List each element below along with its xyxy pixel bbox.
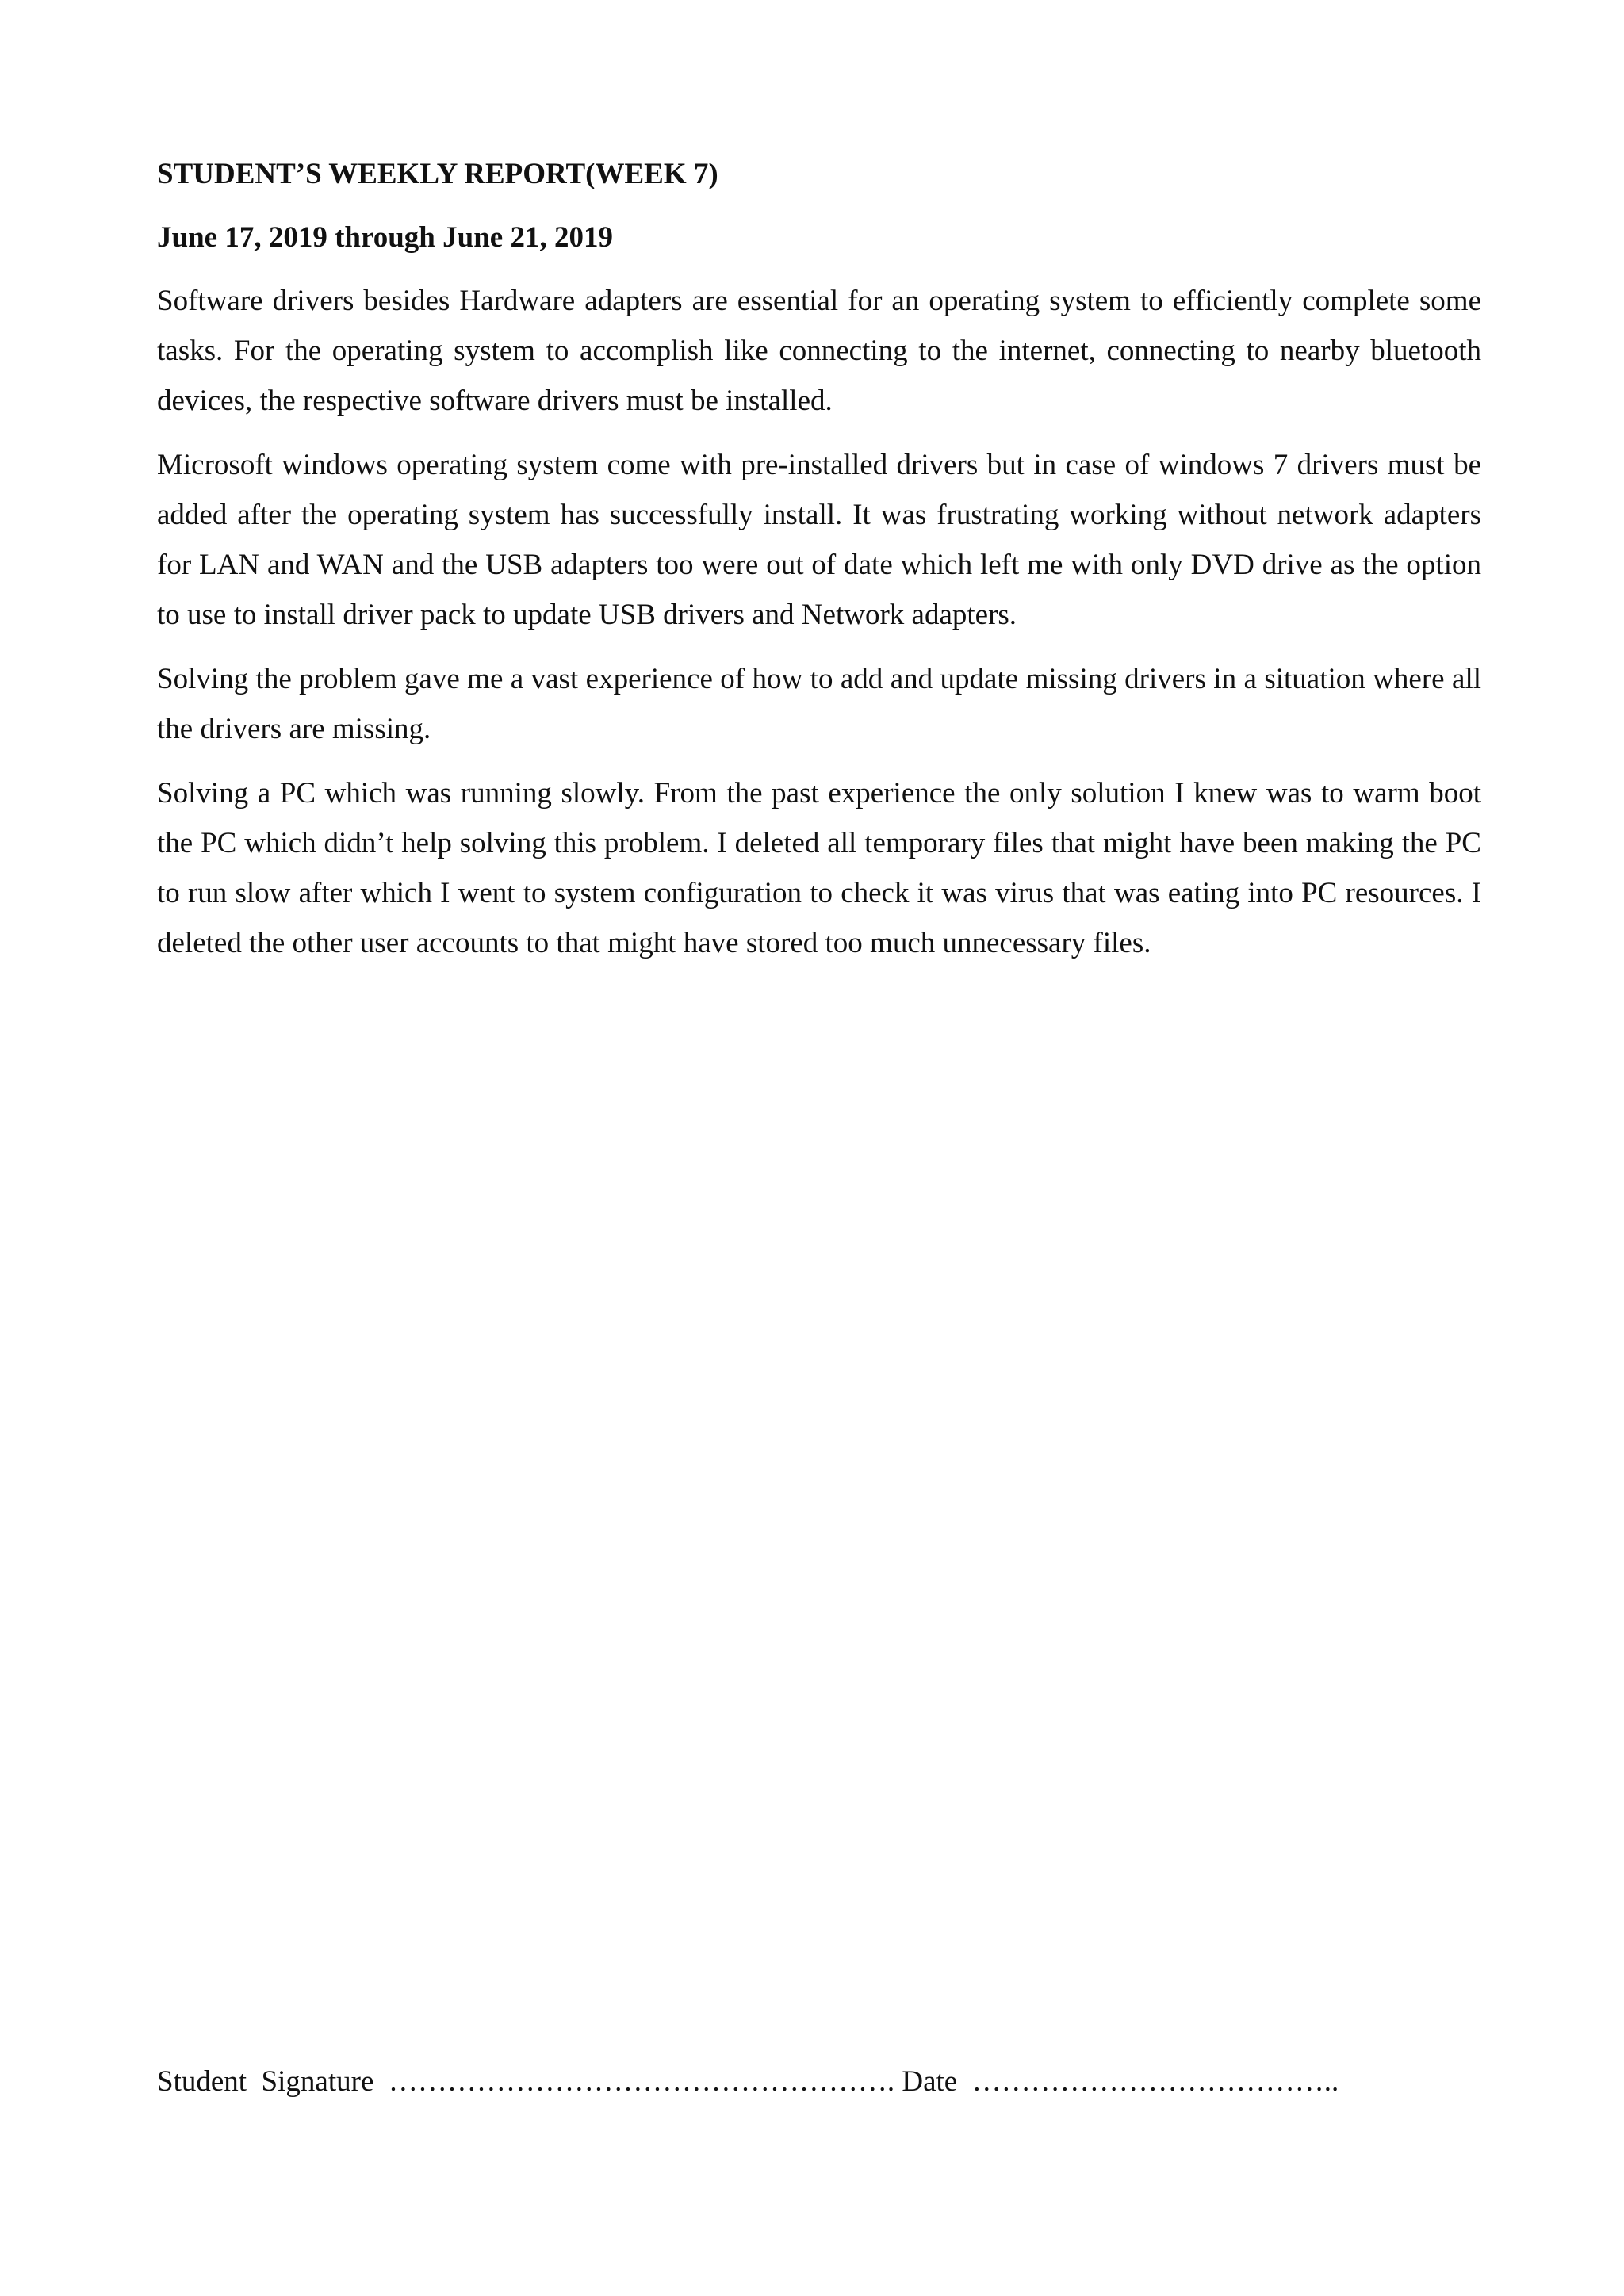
- report-date-range: June 17, 2019 through June 21, 2019: [157, 221, 613, 254]
- report-title: STUDENT’S WEEKLY REPORT(WEEK 7): [157, 158, 718, 190]
- signature-label: Student Signature: [157, 2065, 374, 2098]
- paragraph-experience: Solving the problem gave me a vast experience of how to add and update missing drivers in a situation where all the drivers are missing.: [157, 663, 1481, 745]
- report-body: [157, 155, 1481, 982]
- signature-line: [157, 2063, 1339, 2101]
- date-dots: ………………………………..: [971, 2065, 1339, 2098]
- date-label: Date: [902, 2065, 958, 2098]
- paragraph-slow-pc: Solving a PC which was running slowly. From the past experience the only solution I knew was to warm boot the PC which didn’t help solving this problem. I deleted all temporary files that might have been making the PC to run slow after which I went to system configuration to check it was virus that was eating into PC resources. I deleted the other user accounts to that might have stored too much unnecessary files.: [157, 777, 1481, 959]
- paragraph-windows-drivers: Microsoft windows operating system come with pre-installed drivers but in case of windows 7 drivers must be added after the operating system has successfully install. It was frustrating working without network adapters for LAN and WAN and the USB adapters too were out of date which left me with only DVD drive as the option to use to install driver pack to update USB drivers and Network adapters.: [157, 449, 1481, 631]
- signature-dots: …………………………………………….: [388, 2065, 895, 2098]
- paragraph-drivers: Software drivers besides Hardware adapters are essential for an operating system to efficiently complete some tasks. For the operating system to accomplish like connecting to the internet, connecting to nearby bluetooth devices, the respective software drivers must be installed.: [157, 285, 1481, 417]
